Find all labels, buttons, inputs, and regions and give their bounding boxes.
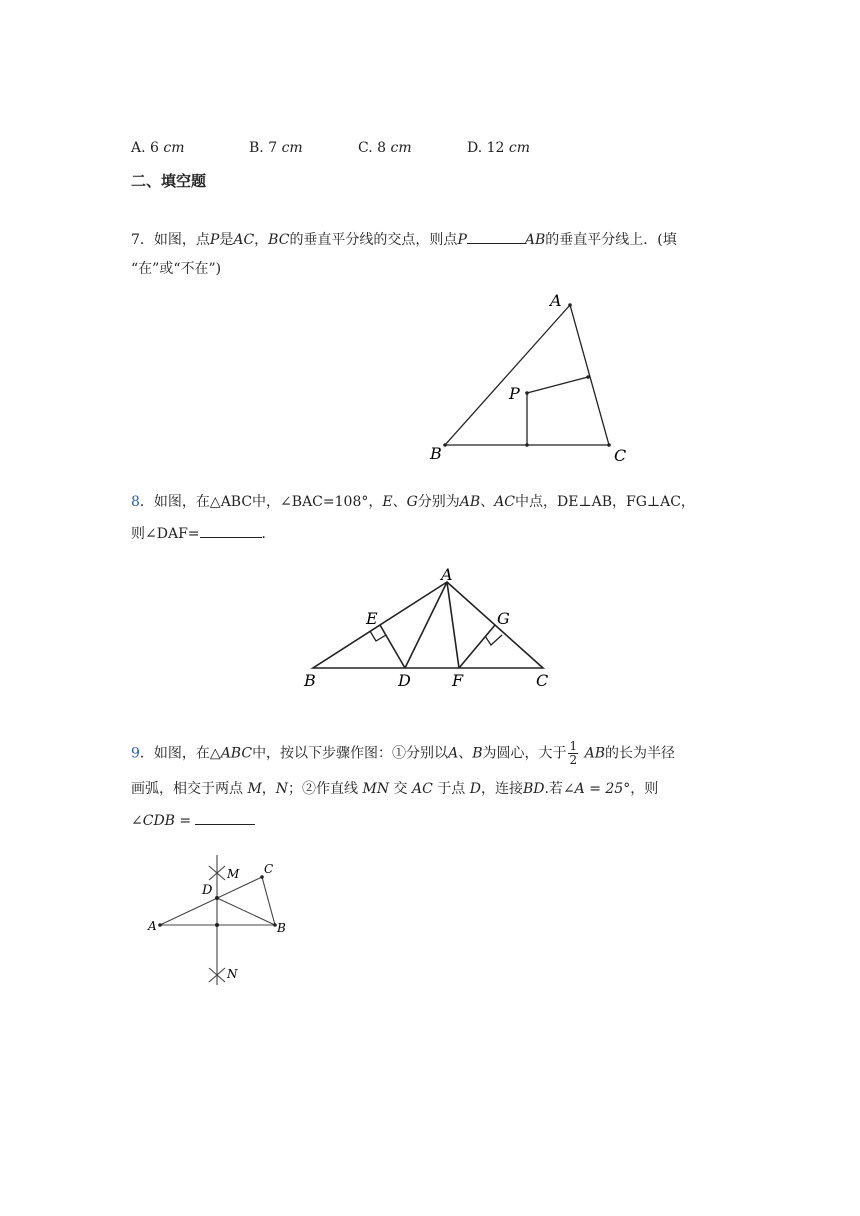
q8-label-f: F: [452, 671, 464, 690]
q7-line2: “在”或“不在”): [131, 261, 222, 277]
q7-answer-blank[interactable]: [467, 229, 525, 244]
q8-label-c: C: [536, 671, 549, 690]
q8-label-g: G: [497, 609, 510, 628]
q8-seg-af: [447, 582, 459, 668]
q9-answer-blank[interactable]: [195, 810, 255, 825]
q9-seg-ac: [160, 877, 262, 925]
q9-arcs-m: [209, 866, 225, 880]
q9-label-d: D: [202, 883, 213, 898]
q7-perp-ac: [527, 377, 588, 393]
q7-line1: 7．如图，点P是AC，BC的垂直平分线的交点，则点P AB的垂直平分线上．(填: [131, 229, 677, 249]
q8-right-angle-e: [370, 631, 386, 641]
q9-label-a: A: [148, 919, 157, 933]
choice-c: C. 8 cm: [358, 140, 412, 156]
q8-label-e: E: [366, 609, 378, 628]
q9-seg-cb: [262, 877, 275, 925]
q9-line2: 画弧，相交于两点 M，N；②作直线 MN 交 AC 于点 D，连接BD.若∠A = 25°，则: [131, 781, 659, 797]
q9-label-n: N: [227, 967, 238, 981]
q9-seg-bd: [217, 898, 275, 925]
q8-seg-ad: [405, 582, 447, 668]
q8-seg-ed: [380, 625, 405, 668]
q9-arcs-n: [209, 968, 225, 982]
q8-answer-blank[interactable]: [200, 523, 262, 538]
q7-label-a: A: [550, 291, 562, 310]
q8-line1: 8．如图，在△ABC中，∠BAC=108°，E、G分别为AB、AC中点，DE⊥AB，FG⊥AC，: [131, 494, 695, 510]
q9-line3: ∠CDB =: [131, 810, 255, 829]
q8-line2: 则∠DAF= ．: [131, 523, 276, 543]
q8-right-angle-g: [485, 635, 502, 645]
q9-fraction: $\frac{1}{2}$: [569, 739, 578, 767]
q9-line1: 9．如图，在△ABC中，按以下步骤作图：①分别以A、B为圆心，大于 $\frac{1}{2}$ AB的长为半径: [131, 739, 675, 767]
choice-a: A. 6 cm: [131, 140, 185, 156]
q7-triangle-abc: [445, 305, 609, 445]
q8-label-b: B: [304, 671, 316, 690]
q7-label-b: B: [430, 444, 442, 463]
choice-d: D. 12 cm: [467, 140, 531, 156]
q8-label-a: A: [441, 565, 453, 584]
q8-label-d: D: [398, 671, 411, 690]
q9-label-c: C: [264, 862, 274, 876]
choice-b: B. 7 cm: [249, 140, 303, 156]
q9-label-m: M: [227, 867, 240, 881]
q8-seg-gf: [459, 625, 495, 668]
q9-label-b: B: [277, 921, 286, 935]
q8-triangle-abc: [313, 582, 543, 668]
q7-label-c: C: [614, 446, 627, 465]
section-heading: 二、填空题: [131, 172, 207, 190]
q7-label-p: P: [509, 384, 520, 403]
